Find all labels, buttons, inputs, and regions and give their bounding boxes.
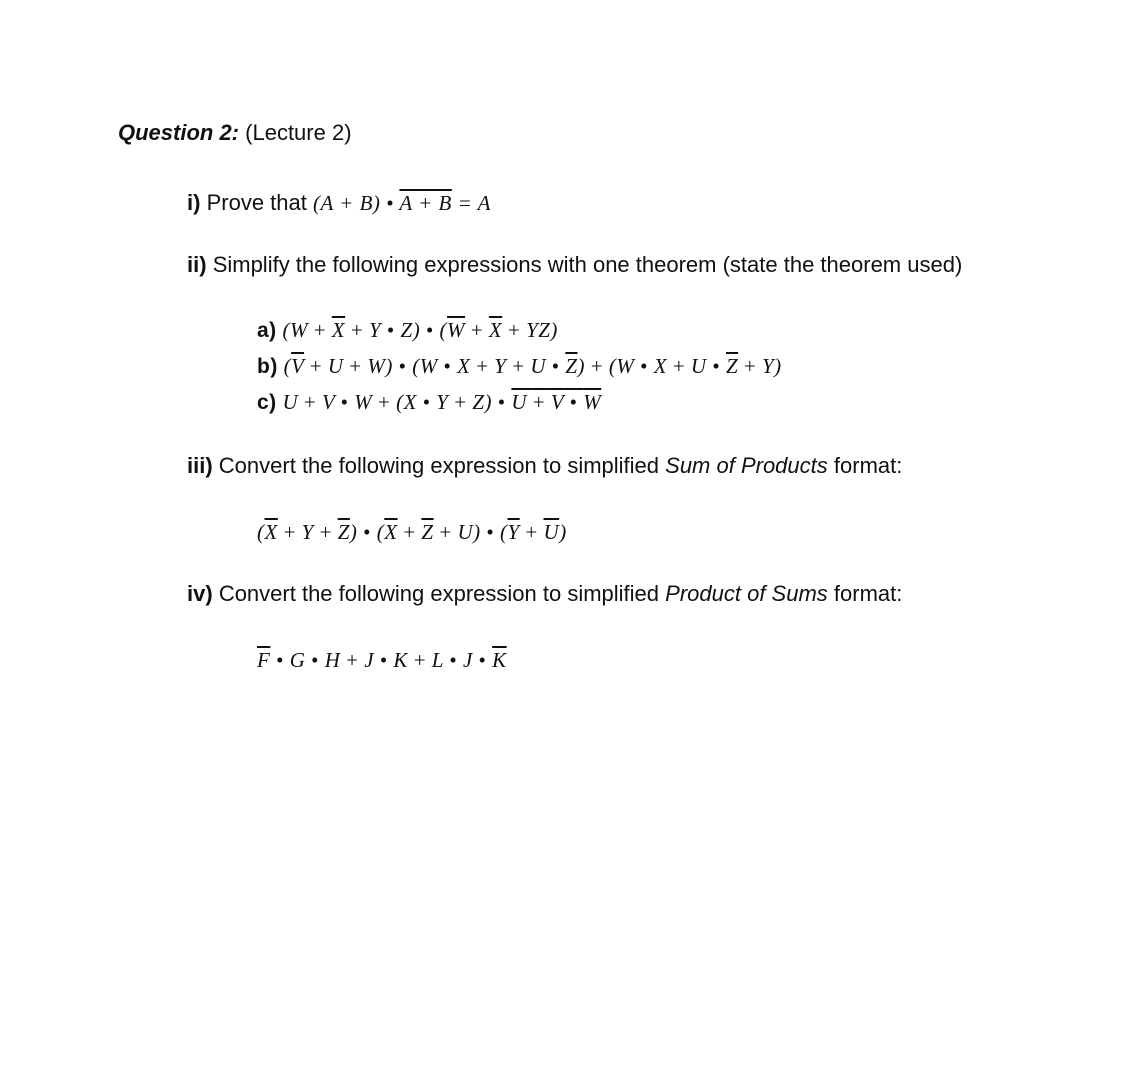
variable-z: Z [400, 318, 413, 342]
question-title: Question 2: [118, 120, 240, 145]
left-paren: ( [376, 520, 385, 544]
variable-u-negated: $\overline{U}$ [543, 520, 560, 544]
variable-w: W [616, 354, 635, 378]
plus-operator: + [303, 390, 317, 414]
variable-y-negated: $\overline{Y}$ [507, 520, 520, 544]
variable-w: W [419, 354, 438, 378]
and-operator: • [551, 354, 560, 378]
and-operator: • [497, 390, 506, 414]
plus-operator: + [454, 390, 467, 414]
part-i-lhs-negated: A + B [399, 191, 452, 215]
part-i-expression [313, 191, 491, 215]
plus-operator: + [413, 648, 427, 672]
right-paren: ) [385, 354, 393, 378]
variable-v: V [550, 390, 564, 414]
variable-y: Y [761, 354, 775, 378]
variable-z-negated: $\overline{Z}$ [337, 520, 350, 544]
expression-iii [257, 520, 567, 545]
part-i-lhs-left: (A + B) • [312, 191, 395, 215]
and-operator: • [569, 390, 578, 414]
plus-operator: + [378, 390, 391, 414]
plus-operator: + [346, 648, 359, 672]
right-paren: ) [577, 354, 586, 378]
left-paren: ( [412, 354, 420, 378]
variable-yz: YZ [526, 318, 551, 342]
and-operator: • [386, 318, 395, 342]
plus-operator: + [350, 318, 364, 342]
part-ii [187, 252, 962, 278]
and-operator: • [443, 354, 452, 378]
question-subtitle: (Lecture 2) [245, 120, 352, 145]
expression-c [257, 390, 601, 415]
variable-u: U [511, 390, 528, 414]
and-operator: • [276, 648, 284, 672]
variable-x: X [457, 354, 471, 378]
negated-group [511, 390, 601, 414]
part-iv-text-after: format: [833, 581, 903, 606]
and-operator: • [449, 648, 458, 672]
and-operator: • [422, 390, 431, 414]
right-paren: ) [484, 390, 493, 414]
part-iii-emph: Sum of Products [665, 453, 828, 478]
part-iv-emph: Product of Sums [665, 581, 828, 606]
right-paren: ) [412, 318, 421, 342]
variable-y: Y [301, 520, 314, 544]
and-operator: • [363, 520, 371, 544]
plus-operator: + [507, 318, 521, 342]
plus-operator: + [349, 354, 362, 378]
variable-w-negated: $\overline{W}$ [447, 318, 466, 342]
variable-x-negated: $\overline{X}$ [384, 520, 398, 544]
plus-operator: + [672, 354, 686, 378]
plus-operator: + [319, 520, 332, 544]
right-paren: ) [559, 520, 567, 544]
plus-operator: + [309, 354, 323, 378]
variable-z-negated: $\overline{Z}$ [421, 520, 434, 544]
part-i-rhs: = A [457, 191, 491, 215]
plus-operator: + [590, 354, 604, 378]
right-paren: ) [550, 318, 558, 342]
variable-v: V [321, 390, 335, 414]
part-iii [187, 453, 902, 479]
and-operator: • [640, 354, 648, 378]
and-operator: • [425, 318, 434, 342]
variable-u: U [690, 354, 707, 378]
variable-j: J [364, 648, 375, 672]
variable-k: K [393, 648, 408, 672]
variable-w: W [354, 390, 373, 414]
part-iii-text-after: format: [833, 453, 903, 478]
variable-u: U [282, 390, 299, 414]
variable-y: Y [436, 390, 449, 414]
variable-j: J [462, 648, 473, 672]
and-operator: • [340, 390, 349, 414]
part-ii-label: ii) [187, 252, 207, 277]
part-i [187, 190, 491, 216]
variable-f-negated: $\overline{F}$ [257, 648, 271, 672]
and-operator: • [486, 520, 495, 544]
variable-u: U [327, 354, 344, 378]
question-heading [118, 120, 352, 146]
left-paren: ( [283, 354, 292, 378]
part-iv-text: Convert the following expression to simplified [218, 581, 660, 606]
part-ii-text: Simplify the following expressions with one theorem (state the theorem used) [212, 252, 963, 277]
variable-w: W [367, 354, 386, 378]
and-operator: • [712, 354, 721, 378]
variable-z: Z [472, 390, 485, 414]
variable-y: Y [494, 354, 507, 378]
plus-operator: + [743, 354, 757, 378]
left-paren: ( [499, 520, 508, 544]
and-operator: • [311, 648, 319, 672]
variable-x-negated: $\overline{X}$ [331, 318, 346, 342]
plus-operator: + [532, 390, 546, 414]
variable-z-negated: $\overline{Z}$ [725, 354, 739, 378]
right-paren: ) [473, 520, 481, 544]
and-operator: • [398, 354, 407, 378]
and-operator: • [379, 648, 388, 672]
plus-operator: + [313, 318, 327, 342]
variable-g: G [289, 648, 306, 672]
plus-operator: + [403, 520, 416, 544]
and-operator: • [478, 648, 487, 672]
part-i-text: Prove that [206, 190, 307, 215]
variable-w: W [583, 390, 602, 414]
left-paren: ( [396, 390, 404, 414]
part-iii-label: iii) [187, 453, 213, 478]
plus-operator: + [476, 354, 489, 378]
left-paren: ( [257, 520, 265, 544]
plus-operator: + [470, 318, 484, 342]
expr-a-label: a) [257, 319, 277, 342]
plus-operator: + [525, 520, 538, 544]
expression-iv [257, 648, 507, 673]
variable-y: Y [368, 318, 382, 342]
part-iii-text: Convert the following expression to simplified [218, 453, 660, 478]
plus-operator: + [283, 520, 296, 544]
right-paren: ) [774, 354, 782, 378]
left-paren: ( [439, 318, 448, 342]
left-paren: ( [282, 318, 290, 342]
expression-a [257, 318, 558, 343]
variable-u: U [530, 354, 546, 378]
variable-x: X [653, 354, 668, 378]
plus-operator: + [512, 354, 525, 378]
left-paren: ( [608, 354, 617, 378]
variable-x: X [403, 390, 417, 414]
variable-l: L [431, 648, 444, 672]
variable-x-negated: $\overline{X}$ [264, 520, 278, 544]
part-iv-label: iv) [187, 581, 213, 606]
expr-b-label: b) [257, 355, 278, 378]
variable-h: H [324, 648, 341, 672]
expr-c-label: c) [257, 391, 277, 414]
variable-u: U [457, 520, 474, 544]
plus-operator: + [439, 520, 452, 544]
expression-b [257, 354, 782, 379]
variable-x-negated: $\overline{X}$ [488, 318, 503, 342]
right-paren: ) [349, 520, 358, 544]
variable-v-negated: $\overline{V}$ [291, 354, 305, 378]
variable-w: W [289, 318, 308, 342]
variable-k-negated: $\overline{K}$ [492, 648, 507, 672]
variable-z-negated: $\overline{Z}$ [565, 354, 578, 378]
part-i-label: i) [187, 190, 201, 215]
part-iv [187, 581, 902, 607]
